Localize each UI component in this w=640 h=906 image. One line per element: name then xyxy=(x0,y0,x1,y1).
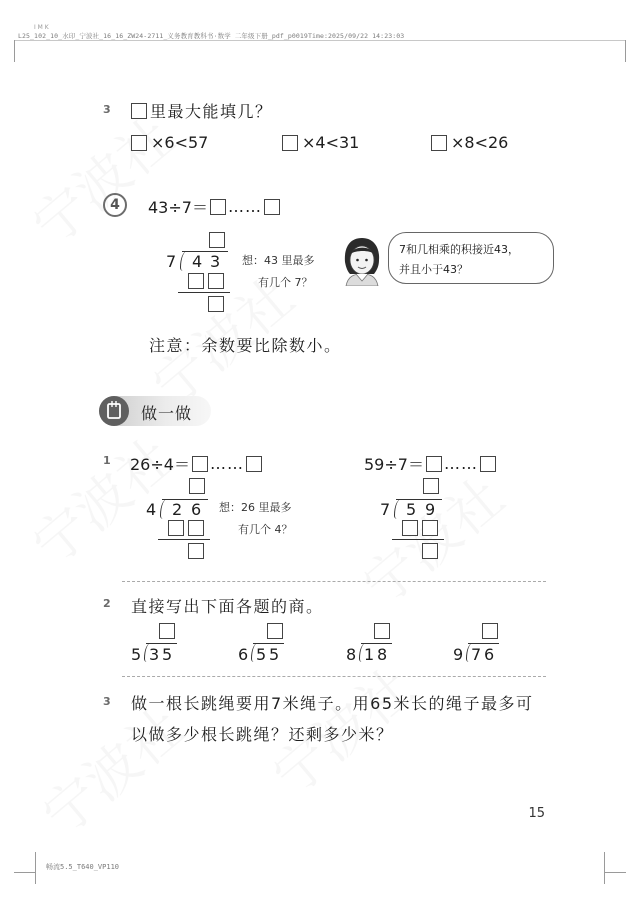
quotient-box[interactable] xyxy=(210,199,226,215)
q3-item xyxy=(131,133,208,152)
crop-mark xyxy=(625,40,626,62)
speech-bubble-line: 7和几相乘的积接近43， xyxy=(399,243,519,256)
divisor: 7 xyxy=(380,500,391,519)
p3-line-2: 以做多少根长跳绳？还剩多少米？ xyxy=(131,725,394,744)
equation-text: 59÷7＝ xyxy=(364,455,424,474)
divisor: 9 xyxy=(453,645,464,664)
subtraction-line xyxy=(178,292,230,293)
question-number: 3 xyxy=(103,103,111,116)
division-bar xyxy=(361,643,392,644)
p2-prompt: 直接写出下面各题的商。 xyxy=(131,597,324,616)
q3-item xyxy=(282,133,359,152)
header-info-line: L25_102_10_水印_宁波社_16_16_ZW24-2711_义务教育教科书·数学 二年级下册_pdf_p0019Time:2025/09/22 14:23:03 xyxy=(18,32,405,40)
student-avatar xyxy=(340,236,384,286)
product-box[interactable] xyxy=(208,273,224,289)
ellipsis: …… xyxy=(443,454,478,473)
speech-bubble-line: 并且小于43？ xyxy=(399,263,468,276)
product-box[interactable] xyxy=(188,273,204,289)
p1-right-equation xyxy=(364,452,496,475)
dividend-digit: 7 xyxy=(471,645,482,664)
dividend-digit: 9 xyxy=(425,500,436,519)
product-box[interactable] xyxy=(422,520,438,536)
product-box[interactable] xyxy=(168,520,184,536)
dividend-digit: 2 xyxy=(172,500,183,519)
p3-line-1: 做一根长跳绳要用7米绳子。用65米长的绳子最多可 xyxy=(131,694,534,713)
thought-text: 想：26 里最多 xyxy=(219,501,292,514)
section-title: 做一做 xyxy=(141,404,193,423)
answer-box[interactable] xyxy=(282,135,298,151)
divisor: 5 xyxy=(131,645,142,664)
ellipsis: …… xyxy=(209,454,244,473)
crop-mark xyxy=(14,40,15,62)
quotient-box[interactable] xyxy=(189,478,205,494)
quotient-box[interactable] xyxy=(159,623,175,639)
dividend-digit: 1 xyxy=(364,645,375,664)
section-divider xyxy=(122,581,546,582)
dividend-digit: 4 xyxy=(192,252,203,271)
answer-box[interactable] xyxy=(131,103,147,119)
ex4-equation xyxy=(148,195,280,218)
dividend-digit: 3 xyxy=(149,645,160,664)
thought-text: 有几个 7？ xyxy=(258,276,313,289)
notebook-icon xyxy=(99,396,129,426)
divisor: 4 xyxy=(146,500,157,519)
remainder-box[interactable] xyxy=(188,543,204,559)
p1-left-equation xyxy=(130,452,262,475)
speech-bubble xyxy=(388,232,554,284)
division-bracket xyxy=(180,251,189,271)
question-number: 3 xyxy=(103,695,111,708)
crop-mark xyxy=(35,852,36,884)
division-bracket xyxy=(160,499,169,519)
product-box[interactable] xyxy=(188,520,204,536)
answer-box[interactable] xyxy=(431,135,447,151)
header-rule xyxy=(14,40,626,41)
question-number: 2 xyxy=(103,597,111,610)
q3-prompt-text: 里最大能填几？ xyxy=(150,102,273,121)
q3-item-text: ×6<57 xyxy=(151,133,209,152)
q3-item xyxy=(431,133,508,152)
crop-mark xyxy=(604,852,605,884)
dividend-digit: 5 xyxy=(162,645,173,664)
ellipsis: …… xyxy=(227,197,262,216)
dividend-digit: 5 xyxy=(256,645,267,664)
dividend-digit: 5 xyxy=(406,500,417,519)
divisor: 8 xyxy=(346,645,357,664)
dividend-digit: 5 xyxy=(269,645,280,664)
dividend-digit: 3 xyxy=(210,252,221,271)
quotient-box[interactable] xyxy=(426,456,442,472)
thought-text: 有几个 4？ xyxy=(238,523,293,536)
division-bar xyxy=(146,643,177,644)
thought-text: 想：43 里最多 xyxy=(242,254,315,267)
quotient-box[interactable] xyxy=(192,456,208,472)
quotient-box[interactable] xyxy=(423,478,439,494)
remainder-box[interactable] xyxy=(264,199,280,215)
dividend-digit: 6 xyxy=(484,645,495,664)
division-bar xyxy=(182,251,228,252)
division-bar xyxy=(253,643,284,644)
remainder-box[interactable] xyxy=(480,456,496,472)
dividend-digit: 6 xyxy=(191,500,202,519)
equation-text: 43÷7＝ xyxy=(148,198,208,217)
quotient-box[interactable] xyxy=(267,623,283,639)
subtraction-line xyxy=(392,539,444,540)
divisor: 7 xyxy=(166,252,177,271)
q3-item-text: ×8<26 xyxy=(451,133,509,152)
product-box[interactable] xyxy=(402,520,418,536)
subtraction-line xyxy=(158,539,210,540)
q3-item-text: ×4<31 xyxy=(302,133,360,152)
equation-text: 26÷4＝ xyxy=(130,455,190,474)
divisor: 6 xyxy=(238,645,249,664)
remainder-box[interactable] xyxy=(208,296,224,312)
crop-mark xyxy=(14,872,36,873)
footer-info-line: 畅流5.5_T640_VP110 xyxy=(46,863,120,871)
quotient-box[interactable] xyxy=(374,623,390,639)
dividend-digit: 8 xyxy=(377,645,388,664)
page-number: 15 xyxy=(528,806,545,821)
ex4-note: 注意：余数要比除数小。 xyxy=(149,336,342,355)
header-mark: I M K xyxy=(34,24,49,31)
section-divider xyxy=(122,676,546,677)
question-number: 1 xyxy=(103,454,111,467)
division-bracket xyxy=(394,499,403,519)
quotient-box[interactable] xyxy=(482,623,498,639)
quotient-box[interactable] xyxy=(209,232,225,248)
division-bar xyxy=(468,643,499,644)
answer-box[interactable] xyxy=(131,135,147,151)
example-number-badge: 4 xyxy=(103,193,127,217)
remainder-box[interactable] xyxy=(422,543,438,559)
remainder-box[interactable] xyxy=(246,456,262,472)
crop-mark xyxy=(604,872,626,873)
section-icon xyxy=(99,396,129,426)
q3-prompt xyxy=(131,99,273,122)
